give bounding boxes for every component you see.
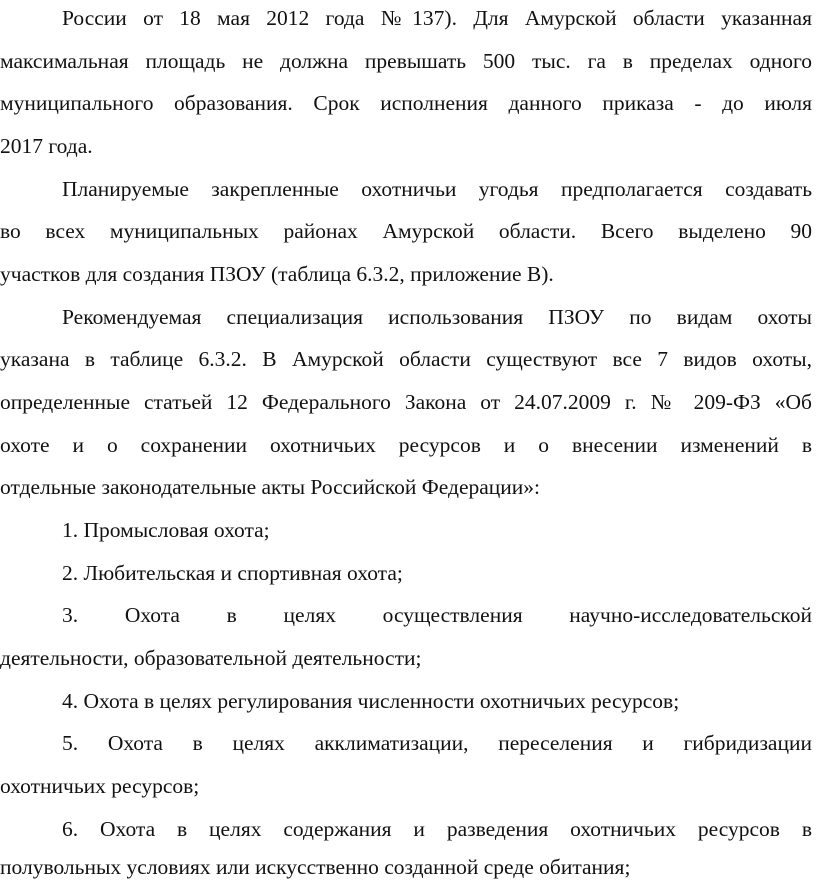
text-line: во всех муниципальных районах Амурской области. Всего выделено 90	[0, 219, 812, 243]
text-line: максимальная площадь не должна превышать 500 тыс. га в пределах одного	[0, 49, 812, 73]
text-line: полувольных условиях или искусственно созданной среде обитания;	[0, 855, 631, 879]
list-item: 6. Охота в целях содержания и разведения охотничьих ресурсов в	[62, 817, 812, 841]
text-line: деятельности, образовательной деятельности;	[0, 646, 422, 670]
text-line: охотничьих ресурсов;	[0, 774, 200, 798]
list-item: 3. Охота в целях осуществления научно-исследовательской	[62, 603, 812, 627]
text-line: отдельные законодательные акты Российской Федерации»:	[0, 475, 541, 499]
list-item: 1. Промысловая охота;	[62, 518, 270, 542]
text-line: России от 18 мая 2012 года №137). Для Амурской области указанная	[62, 6, 812, 30]
text-line: 2017 года.	[0, 134, 93, 158]
list-item: 2. Любительская и спортивная охота;	[62, 561, 403, 585]
list-item: 5. Охота в целях акклиматизации, переселения и гибридизации	[62, 731, 812, 755]
text-line: указана в таблице 6.3.2. В Амурской области существуют все 7 видов охоты,	[0, 347, 812, 371]
text-line: охоте и о сохранении охотничьих ресурсов и о внесении изменений в	[0, 433, 812, 457]
text-line: муниципального образования. Срок исполнения данного приказа - до июля	[0, 91, 812, 115]
list-item: 4. Охота в целях регулирования численности охотничьих ресурсов;	[62, 689, 680, 713]
text-line: Планируемые закрепленные охотничьи угодья предполагается создавать	[62, 177, 812, 201]
text-line: Рекомендуемая специализация использования ПЗОУ по видам охоты	[62, 305, 812, 329]
text-line: участков для создания ПЗОУ (таблица 6.3.2, приложение В).	[0, 262, 554, 286]
text-line: определенные статьей 12 Федерального Закона от 24.07.2009 г. № 209-ФЗ «Об	[0, 390, 812, 414]
